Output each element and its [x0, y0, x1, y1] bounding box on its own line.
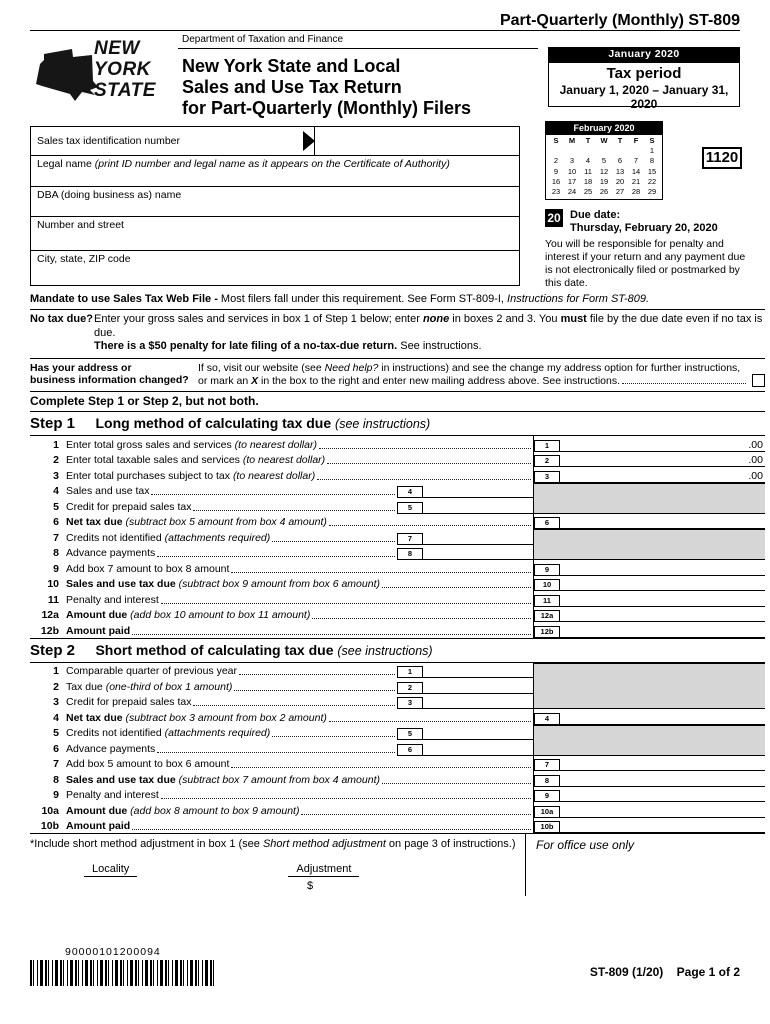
leader-dots	[132, 829, 531, 830]
step2-box-2-entry[interactable]	[423, 682, 533, 694]
calendar-date: 11	[584, 166, 592, 176]
step2-box-9-label: 9	[534, 790, 560, 802]
leader-dots	[193, 510, 395, 511]
shaded-area	[533, 483, 765, 499]
form-id-title: Part-Quarterly (Monthly) ST-809	[499, 12, 740, 29]
due-date-text	[570, 209, 718, 234]
step1-rows	[30, 436, 765, 638]
step2-row-2	[30, 678, 765, 694]
address-change-checkbox[interactable]	[752, 374, 765, 387]
department-rule	[178, 48, 538, 49]
identification-box	[30, 126, 520, 286]
step2-row-7	[30, 756, 765, 772]
step1-box-2-entry[interactable]	[560, 454, 765, 467]
step2-box-3-label: 3	[397, 697, 423, 709]
step2-row-number: 5	[53, 727, 59, 739]
step2-box-5-entry[interactable]	[423, 728, 533, 740]
shaded-area	[533, 725, 765, 741]
step2-row-label: Net tax due (subtract box 3 amount from box 2 amount)	[66, 711, 327, 724]
step2-row-1	[30, 663, 765, 679]
step1-row-number: 6	[53, 516, 59, 528]
step1-row-label: Enter total gross sales and services (to nearest dollar)	[66, 438, 317, 451]
amount-area	[533, 514, 765, 530]
step1-row-label: Credit for prepaid sales tax	[66, 500, 192, 513]
step2-row-4	[30, 709, 765, 725]
step2-box-6-label: 6	[397, 744, 423, 756]
leader-dots	[132, 634, 531, 635]
dollar-sign: $	[307, 880, 314, 892]
step1-row-label: Sales and use tax due (subtract box 9 amount from box 6 amount)	[66, 578, 380, 590]
step2-header	[30, 639, 765, 662]
step2-row-9	[30, 787, 765, 803]
step1-row-number: 9	[53, 562, 59, 575]
code-1120-box: 1120	[702, 147, 742, 169]
form-title-line: New York State and Local	[182, 56, 401, 76]
footer-page-number: Page 1 of 2	[676, 965, 740, 979]
calendar-date: 24	[567, 187, 577, 197]
amount-area	[533, 709, 765, 725]
page-footer	[590, 965, 740, 979]
step1-box-1-entry[interactable]	[560, 439, 765, 452]
amount-area	[533, 560, 765, 576]
leader-dots	[312, 618, 531, 619]
step2-box-10a-entry[interactable]	[560, 805, 765, 818]
footer-block	[30, 834, 765, 896]
calendar-date: 20	[615, 176, 625, 186]
step1-row-label: Amount due (add box 10 amount to box 11 amount)	[66, 609, 311, 621]
step2-rows	[30, 663, 765, 834]
step1-box-5-entry[interactable]	[423, 502, 533, 514]
amount-area	[533, 467, 765, 483]
step2-row-label: Advance payments	[66, 742, 156, 755]
barcode-number: 90000101200094	[65, 946, 161, 958]
step1-row-8	[30, 545, 765, 561]
step1-box-1-label: 1	[534, 440, 560, 452]
step1-row-label: Net tax due (subtract box 5 amount from box 4 amount)	[66, 516, 327, 528]
complete-instruction: Complete Step 1 or Step 2, but not both.	[30, 394, 259, 408]
step1-box-10-label: 10	[534, 579, 560, 591]
calendar-date: 21	[631, 176, 641, 186]
mandate-note: Mandate to use Sales Tax Web File - Most filers fall under this requirement. See Form ST-809-I, Instructions for Form ST-809.	[30, 293, 650, 305]
step1-box-2-label: 2	[534, 455, 560, 467]
sales-tax-id-label-box	[31, 127, 315, 155]
leader-dots	[193, 705, 395, 706]
leader-dots	[231, 572, 531, 573]
step2-box-7-label: 7	[534, 759, 560, 771]
logo-text	[94, 38, 156, 101]
calendar-date: 4	[585, 156, 591, 166]
step1-row-number: 4	[53, 485, 59, 497]
calendar-date: 9	[553, 166, 559, 176]
leader-dots	[157, 556, 395, 557]
shaded-area	[533, 740, 765, 756]
amount-area	[533, 576, 765, 592]
amount-area	[533, 802, 765, 818]
step1-title: Long method of calculating tax due	[95, 415, 336, 431]
due-date-label: Due date:	[570, 209, 621, 221]
step1-box-10-entry[interactable]	[560, 578, 765, 591]
calendar-date	[596, 146, 612, 156]
calendar-grid	[546, 135, 662, 199]
step1-header	[30, 412, 765, 435]
leader-dots	[622, 383, 746, 384]
step2-row-label: Tax due (one-third of box 1 amount)	[66, 680, 233, 693]
step2-row-8	[30, 771, 765, 787]
calendar-day-header: T	[585, 136, 591, 145]
step1-row-12b	[30, 622, 765, 638]
cents-label: .00	[748, 469, 763, 482]
calendar-date	[580, 146, 596, 156]
step1-row-10	[30, 576, 765, 592]
step2-box-5-label: 5	[397, 728, 423, 740]
tax-period-label: Tax period	[606, 65, 682, 82]
calendar-date: 26	[599, 187, 609, 197]
calendar-date: 25	[583, 187, 593, 197]
locality-label: Locality	[84, 863, 137, 877]
calendar-day-header: T	[617, 136, 623, 145]
logo-line: YORK	[94, 59, 151, 80]
step2-row-label: Amount due (add box 8 amount to box 9 amount)	[66, 804, 300, 817]
step1-row-1	[30, 436, 765, 452]
step1-row-label: Credits not identified (attachments required)	[66, 531, 271, 544]
step1-row-label: Sales and use tax	[66, 485, 150, 497]
step1-row-5	[30, 498, 765, 514]
due-date-badge	[545, 209, 718, 234]
step1-label: Step 1	[30, 415, 76, 432]
step1-box-6-label: 6	[534, 517, 560, 529]
calendar-date: 1	[649, 146, 655, 155]
calendar-date: 8	[649, 156, 655, 166]
shaded-area	[533, 529, 765, 545]
step2-box-3-entry[interactable]	[423, 697, 533, 709]
calendar-day-header: S	[649, 136, 655, 145]
calendar-title: February 2020	[546, 122, 662, 135]
shaded-area	[533, 694, 765, 710]
sales-tax-id-field[interactable]	[31, 127, 519, 155]
calendar-date: 14	[631, 166, 641, 176]
step1-row-number: 1	[53, 438, 59, 451]
footer-form-code: ST-809 (1/20)	[589, 965, 664, 979]
sales-tax-id-label: Sales tax identification number	[37, 135, 180, 147]
leader-dots	[161, 798, 531, 799]
tax-period-box	[548, 62, 740, 111]
leader-dots	[329, 525, 531, 526]
step1-row-number: 12a	[41, 609, 59, 621]
step2-row-number: 10a	[41, 804, 59, 817]
step2-row-label: Amount paid	[66, 820, 131, 832]
step2-label: Step 2	[30, 641, 76, 659]
step1-box-8-label: 8	[397, 548, 423, 560]
amount-area	[533, 607, 765, 623]
step2-row-10b	[30, 818, 765, 834]
step1-box-9-entry[interactable]	[560, 563, 765, 576]
step1-box-9-label: 9	[534, 564, 560, 576]
calendar-date: 3	[569, 156, 575, 166]
calendar-date: 5	[601, 156, 607, 166]
calendar-date	[564, 146, 580, 156]
step1-row-6	[30, 514, 765, 530]
step1-box-5-label: 5	[397, 502, 423, 514]
barcode-area	[30, 946, 216, 986]
step1-row-11	[30, 591, 765, 607]
calendar-date: 6	[617, 156, 623, 166]
amount-area	[533, 622, 765, 638]
leader-dots	[272, 736, 395, 737]
barcode	[30, 960, 216, 986]
step1-row-label: Amount paid	[66, 624, 131, 637]
step1-row-number: 7	[53, 531, 59, 544]
form-title-line: Sales and Use Tax Return	[182, 77, 402, 97]
calendar-date: 22	[647, 176, 657, 186]
step2-row-number: 9	[53, 789, 59, 801]
calendar-date: 27	[615, 187, 625, 197]
step1-row-label: Penalty and interest	[66, 593, 159, 606]
calendar-day-header: F	[633, 136, 639, 145]
step2-box-1-label: 1	[397, 666, 423, 678]
calendar-date: 28	[631, 187, 641, 197]
step2-box-6-entry[interactable]	[423, 744, 533, 756]
step1-row-9	[30, 560, 765, 576]
leader-dots	[382, 587, 531, 588]
short-method-footnote: *Include short method adjustment in box 1 (see Short method adjustment on page 3 of instructions.)	[30, 838, 516, 850]
calendar-date: 16	[551, 176, 561, 186]
step2-row-number: 4	[53, 711, 59, 724]
leader-dots	[231, 767, 531, 768]
step2-title: Short method of calculating tax due	[95, 641, 338, 658]
step2-box-8-label: 8	[534, 775, 560, 787]
office-use-label: For office use only	[536, 838, 635, 852]
legal-name-field[interactable]	[31, 155, 519, 186]
step2-box-10b-label: 10b	[534, 821, 560, 833]
step2-box-7-entry[interactable]	[560, 758, 765, 771]
step2-row-3	[30, 694, 765, 710]
step1-box-6-entry[interactable]	[560, 516, 765, 529]
step2-row-label: Credits not identified (attachments required)	[66, 727, 271, 739]
step1-note: (see instructions)	[335, 417, 431, 431]
step1-row-label: Add box 7 amount to box 8 amount	[66, 562, 230, 575]
amount-area	[533, 756, 765, 772]
due-warning: You will be responsible for penalty and interest if your return and any payment due is not electronically filed or postmarked by this date.	[545, 238, 746, 289]
calendar-date: 13	[615, 166, 625, 176]
step1-box-7-entry[interactable]	[423, 533, 533, 545]
state-silhouette-icon	[30, 36, 100, 114]
legal-name-label: Legal name (print ID number and legal name as it appears on the Certificate of Authority)	[37, 158, 450, 170]
adjustment-label: Adjustment	[288, 863, 359, 877]
step1-row-7	[30, 529, 765, 545]
amount-area	[533, 771, 765, 787]
step2-box-8-entry[interactable]	[560, 774, 765, 787]
dba-name-field[interactable]	[31, 186, 519, 216]
step1-box-12b-label: 12b	[534, 626, 560, 638]
step2-note: (see instructions)	[337, 643, 433, 658]
step2-row-10a	[30, 802, 765, 818]
step2-row-5	[30, 725, 765, 741]
calendar-date: 18	[583, 176, 593, 186]
leader-dots	[272, 541, 395, 542]
step2-row-number: 1	[53, 665, 59, 677]
leader-dots	[157, 752, 395, 753]
calendar-date: 19	[599, 176, 609, 186]
tax-period-value: January 1, 2020 – January 31, 2020	[559, 83, 729, 111]
amount-area	[533, 436, 765, 452]
step2-box-2-label: 2	[397, 682, 423, 694]
step1-row-12a	[30, 607, 765, 623]
shaded-area	[533, 545, 765, 561]
step2-row-number: 2	[53, 680, 59, 693]
step2-row-number: 6	[53, 742, 59, 755]
step1-row-number: 8	[53, 547, 59, 559]
step2-row-number: 3	[53, 696, 59, 708]
step2-box-10a-label: 10a	[534, 806, 560, 818]
dba-name-label: DBA (doing business as) name	[37, 189, 182, 201]
step1-box-12b-entry[interactable]	[560, 625, 765, 638]
calendar-date: 10	[567, 166, 577, 176]
month-banner: January 2020	[548, 47, 740, 62]
step1-row-number: 11	[47, 593, 59, 606]
calendar-date: 23	[551, 187, 561, 197]
city-state-zip-label: City, state, ZIP code	[37, 253, 131, 265]
step2-row-number: 8	[53, 773, 59, 786]
step2-box-4-entry[interactable]	[560, 712, 765, 725]
calendar-date	[628, 146, 644, 156]
step1-box-12a-entry[interactable]	[560, 609, 765, 622]
address-change-label: Has your address or business information changed?	[30, 361, 189, 386]
locality-adjustment-line	[30, 863, 525, 877]
step2-row-label: Sales and use tax due (subtract box 7 amount from box 4 amount)	[66, 773, 380, 786]
step1-row-label: Advance payments	[66, 547, 156, 559]
step2-row-number: 7	[53, 758, 59, 770]
calendar-date: 29	[647, 187, 657, 197]
city-state-zip-field[interactable]	[31, 250, 519, 284]
cents-label: .00	[748, 454, 763, 466]
shaded-area	[533, 663, 765, 679]
calendar-date: 2	[553, 156, 559, 166]
leader-dots	[239, 674, 395, 675]
calendar-date	[612, 146, 628, 156]
id-arrow-icon	[303, 131, 315, 151]
step1-box-12a-label: 12a	[534, 610, 560, 622]
department-label: Department of Taxation and Finance	[182, 34, 344, 45]
step2-row-label: Credit for prepaid sales tax	[66, 696, 192, 708]
due-day-box: 20	[545, 209, 563, 227]
step1-row-number: 2	[53, 454, 59, 466]
shaded-area	[533, 678, 765, 694]
step1-box-3-entry[interactable]	[560, 470, 765, 483]
street-label: Number and street	[37, 219, 124, 231]
step1-row-number: 12b	[40, 624, 59, 637]
leader-dots	[319, 448, 531, 449]
step2-row-6	[30, 740, 765, 756]
step1-box-11-entry[interactable]	[560, 594, 765, 607]
amount-area	[533, 818, 765, 834]
form-title-line: for Part-Quarterly (Monthly) Filers	[182, 98, 472, 118]
step1-box-7-label: 7	[397, 533, 423, 545]
step1-box-8-entry[interactable]	[423, 548, 533, 560]
form-body	[30, 292, 765, 896]
step1-row-label: Enter total taxable sales and services (to nearest dollar)	[66, 454, 326, 466]
logo-line: STATE	[94, 80, 156, 101]
leader-dots	[234, 690, 395, 691]
calendar	[545, 121, 663, 200]
calendar-day-header: W	[600, 136, 608, 145]
step1-row-3	[30, 467, 765, 483]
step2-row-label: Comparable quarter of previous year	[66, 665, 238, 677]
leader-dots	[301, 814, 531, 815]
street-field[interactable]	[31, 216, 519, 250]
calendar-date: 17	[567, 176, 577, 186]
cents-label: .00	[748, 438, 763, 451]
step2-box-9-entry[interactable]	[560, 789, 765, 802]
step2-row-number: 10b	[40, 820, 59, 832]
step1-row-4	[30, 483, 765, 499]
calendar-date: 7	[633, 156, 639, 166]
nys-logo	[30, 34, 180, 118]
no-tax-label: No tax due?	[30, 313, 93, 325]
calendar-date: 15	[647, 166, 657, 176]
step1-box-3-label: 3	[534, 471, 560, 483]
logo-line: NEW	[94, 38, 140, 59]
step1-row-label: Enter total purchases subject to tax (to nearest dollar)	[66, 469, 316, 482]
step1-box-4-entry[interactable]	[423, 486, 533, 498]
step2-box-10b-entry[interactable]	[560, 820, 765, 833]
no-tax-body: Enter your gross sales and services in box 1 of Step 1 below; enter none in boxes 2 and 3. You must file by the due date even if no tax is due. There is a $50 penalty for late filing of a no-tax-due return. See instructions.	[94, 313, 763, 352]
step1-row-2	[30, 452, 765, 468]
step1-row-number: 5	[53, 500, 59, 513]
amount-area	[533, 787, 765, 803]
address-change-note	[30, 359, 765, 392]
calendar-date: 12	[599, 166, 609, 176]
due-date-value: Thursday, February 20, 2020	[570, 221, 718, 234]
shaded-area	[533, 498, 765, 514]
step1-box-11-label: 11	[534, 595, 560, 607]
step1-row-number: 10	[47, 578, 59, 590]
leader-dots	[151, 494, 395, 495]
leader-dots	[317, 479, 531, 480]
form-title	[182, 56, 471, 119]
amount-area	[533, 452, 765, 468]
step1-row-number: 3	[53, 469, 59, 482]
step2-row-label: Penalty and interest	[66, 789, 159, 801]
leader-dots	[382, 783, 531, 784]
footnote-area	[30, 834, 525, 896]
calendar-day-header: S	[553, 136, 559, 145]
leader-dots	[161, 603, 531, 604]
calendar-day-header: M	[568, 136, 576, 145]
office-use-area	[525, 834, 765, 896]
leader-dots	[329, 721, 531, 722]
no-tax-note	[30, 310, 765, 358]
amount-area	[533, 591, 765, 607]
step2-row-label: Add box 5 amount to box 6 amount	[66, 758, 230, 770]
step2-box-1-entry[interactable]	[423, 666, 533, 678]
calendar-date	[548, 146, 564, 156]
leader-dots	[327, 463, 531, 464]
step1-box-4-label: 4	[397, 486, 423, 498]
address-change-body: If so, visit our website (see Need help? in instructions) and see the change my address option for further instructions, or mark an X in the box to the right and enter new mailing address above. See instructions.	[198, 362, 765, 388]
top-rule	[30, 30, 740, 31]
step2-box-4-label: 4	[534, 713, 560, 725]
